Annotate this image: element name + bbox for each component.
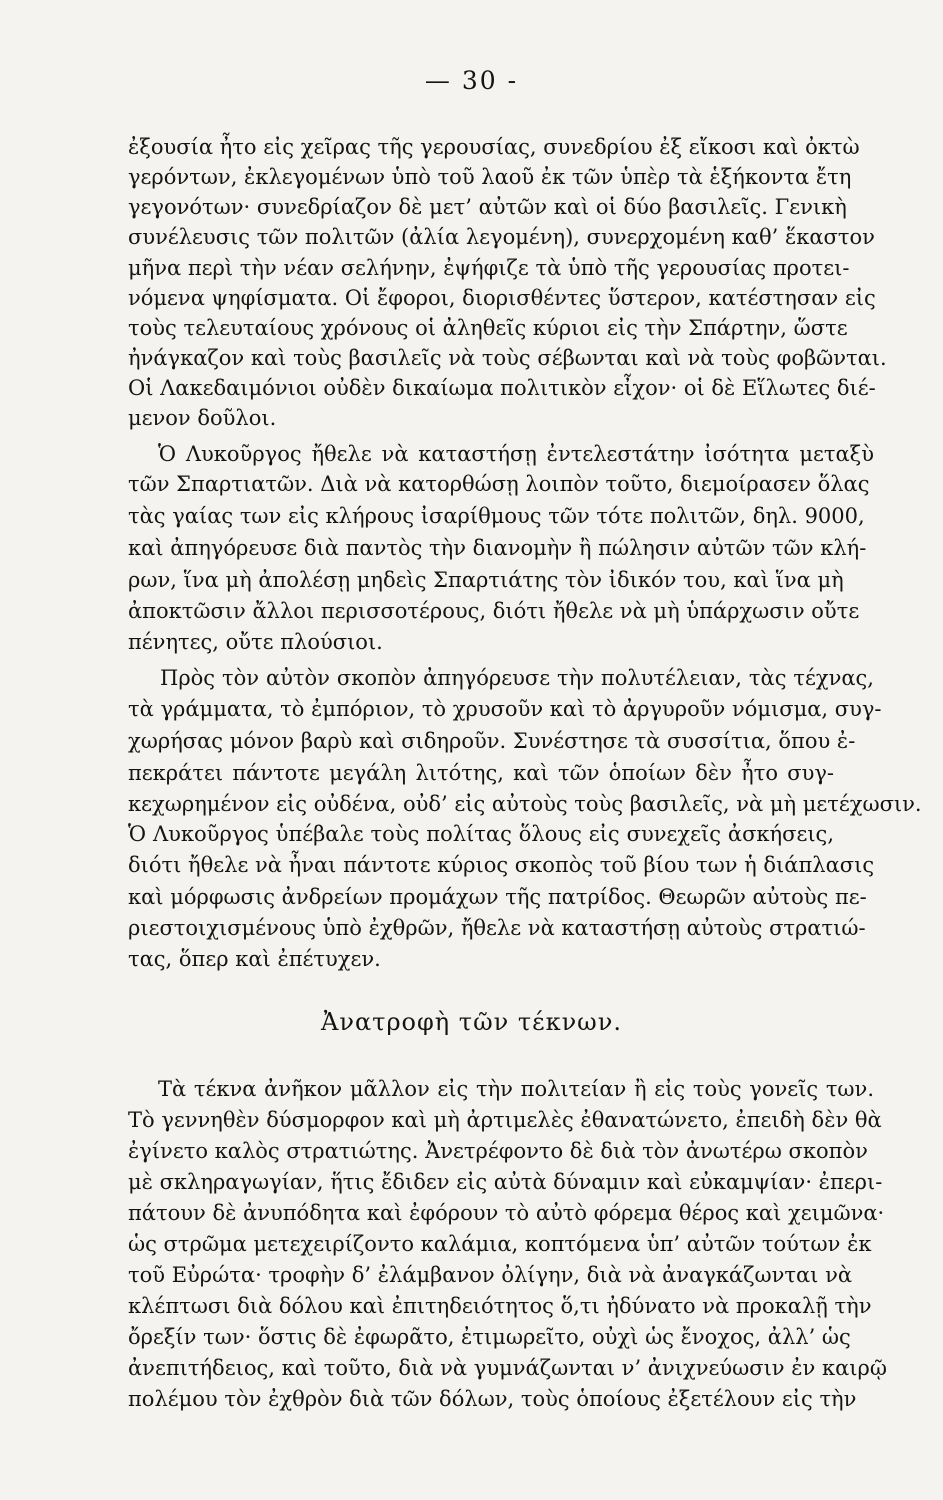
text-line: γερόντων, ἐκλεγομένων ὑπὸ τοῦ λαοῦ ἐκ τῶν ὑπὲρ τὰ ἑξήκοντα ἔτη [128, 165, 852, 189]
text-line: συνέλευσις τῶν πολιτῶν (ἀλία λεγομένη), συνερχομένη καθ’ ἕκαστον [128, 225, 875, 249]
page-number: — 30 - [424, 66, 519, 95]
text-line: Τὸ γεννηθὲν δύσμορφον καὶ μὴ ἀρτιμελὲς ἐθανατώνετο, ἐπειδὴ δὲν θὰ [128, 1108, 882, 1132]
text-line: ἀποκτῶσιν ἄλλοι περισσοτέρους, διότι ἤθελε νὰ μὴ ὑπάρχωσιν οὔτε [128, 599, 860, 623]
text-line: Ὁ Λυκοῦργος ὑπέβαλε τοὺς πολίτας ὅλους εἰς συνεχεῖς ἀσκήσεις, [128, 822, 834, 846]
text-line: πεκράτει πάντοτε μεγάλη λιτότης, καὶ τῶν ὁποίων δὲν ἦτο συγ- [128, 761, 834, 785]
text-line: μῆνα περὶ τὴν νέαν σελήνην, ἐψήφιζε τὰ ὑπὸ τῆς γερουσίας προτει- [128, 256, 850, 280]
text-line: πάτουν δὲ ἀνυπόδητα καὶ ἐφόρουν τὸ αὐτὸ φόρεμα θέρος καὶ χειμῶνα· [128, 1201, 885, 1225]
text-line: τας, ὅπερ καὶ ἐπέτυχεν. [128, 947, 381, 971]
text-line: νόμενα ψηφίσματα. Οἱ ἔφοροι, διορισθέντες ὕστερον, κατέστησαν εἰς [128, 286, 876, 310]
text-line: πένητες, οὔτε πλούσιοι. [128, 630, 383, 654]
text-line: κλέπτωσι διὰ δόλου καὶ ἐπιτηδειότητος ὅ,τι ἠδύνατο νὰ προκαλῇ τὴν [128, 1294, 872, 1318]
text-line: γεγονότων· συνεδρίαζον δὲ μετ’ αὐτῶν καὶ οἱ δύο βασιλεῖς. Γενικὴ [128, 195, 847, 219]
text-line: ἐξουσία ἦτο εἰς χεῖρας τῆς γερουσίας, συνεδρίου ἐξ εἴκοσι καὶ ὀκτὼ [128, 135, 860, 159]
text-line: τῶν Σπαρτιατῶν. Διὰ νὰ κατορθώσῃ λοιπὸν τοῦτο, διεμοίρασεν ὅλας [128, 472, 870, 496]
text-line: χωρήσας μόνον βαρὺ καὶ σιδηροῦν. Συνέστησε τὰ συσσίτια, ὅπου ἐ- [128, 729, 856, 753]
text-line: μενον δοῦλοι. [128, 406, 277, 430]
text-line: Οἱ Λακεδαιμόνιοι οὐδὲν δικαίωμα πολιτικὸν εἶχον· οἱ δὲ Εἵλωτες διέ- [128, 376, 876, 400]
text-line: τοὺς τελευταίους χρόνους οἱ ἀληθεῖς κύριοι εἰς τὴν Σπάρτην, ὥστε [128, 316, 848, 340]
text-line: μὲ σκληραγωγίαν, ἥτις ἔδιδεν εἰς αὐτὰ δύναμιν καὶ εὐκαμψίαν· ἐπερι- [128, 1170, 883, 1194]
text-line: ρων, ἵνα μὴ ἀπολέσῃ μηδεὶς Σπαρτιάτης τὸν ἰδικόν του, καὶ ἵνα μὴ [128, 568, 844, 592]
text-line: Πρὸς τὸν αὐτὸν σκοπὸν ἀπηγόρευσε τὴν πολυτέλειαν, τὰς τέχνας, [160, 666, 874, 690]
text-line: τὰ γράμματα, τὸ ἐμπόριον, τὸ χρυσοῦν καὶ τὸ ἀργυροῦν νόμισμα, συγ- [128, 697, 882, 721]
text-line: ὄρεξίν των· ὅστις δὲ ἐφωρᾶτο, ἐτιμωρεῖτο, οὐχὶ ὡς ἔνοχος, ἀλλ’ ὡς [128, 1325, 851, 1349]
text-line: ἀνεπιτήδειος, καὶ τοῦτο, διὰ νὰ γυμνάζωνται ν’ ἀνιχνεύωσιν ἐν καιρῷ [128, 1356, 887, 1380]
text-line: κεχωρημένον εἰς οὐδένα, οὐδ’ εἰς αὐτοὺς τοὺς βασιλεῖς, νὰ μὴ μετέχωσιν. [128, 792, 922, 816]
text-line: τοῦ Εὐρώτα· τροφὴν δ’ ἐλάμβανον ὀλίγην, διὰ νὰ ἀναγκάζωνται νὰ [128, 1263, 853, 1287]
text-line: ἠνάγκαζον καὶ τοὺς βασιλεῖς νὰ τοὺς σέβωνται καὶ νὰ τοὺς φοβῶνται. [128, 346, 887, 370]
text-line: καὶ ἀπηγόρευσε διὰ παντὸς τὴν διανομὴν ἢ πώλησιν αὐτῶν τῶν κλή- [128, 536, 867, 560]
text-line: Τὰ τέκνα ἀνῆκον μᾶλλον εἰς τὴν πολιτείαν ἢ εἰς τοὺς γονεῖς των. [158, 1077, 874, 1101]
text-line: τὰς γαίας των εἰς κλήρους ἰσαρίθμους τῶν τότε πολιτῶν, δηλ. 9000, [128, 504, 865, 528]
text-line: πολέμου τὸν ἐχθρὸν διὰ τῶν δόλων, τοὺς ὁποίους ἐξετέλουν εἰς τὴν [128, 1387, 857, 1411]
text-line: ριεστοιχισμένους ὑπὸ ἐχθρῶν, ἤθελε νὰ καταστήσῃ αὐτοὺς στρατιώ- [128, 916, 866, 940]
section-heading: Ἀνατροφὴ τῶν τέκνων. [321, 1008, 622, 1036]
text-line: ἐγίνετο καλὸς στρατιώτης. Ἀνετρέφοντο δὲ διὰ τὸν ἀνωτέρω σκοπὸν [128, 1139, 868, 1163]
text-line: Ὁ Λυκοῦργος ἤθελε νὰ καταστήσῃ ἐντελεστάτην ἰσότητα μεταξὺ [158, 442, 874, 466]
text-line: διότι ἤθελε νὰ ἦναι πάντοτε κύριος σκοπὸς τοῦ βίου των ἡ διάπλασις [128, 853, 875, 877]
text-line: ὡς στρῶμα μετεχειρίζοντο καλάμια, κοπτόμενα ὑπ’ αὐτῶν τούτων ἐκ [128, 1232, 872, 1256]
text-line: καὶ μόρφωσις ἀνδρείων προμάχων τῆς πατρίδος. Θεωρῶν αὐτοὺς πε- [128, 885, 867, 909]
